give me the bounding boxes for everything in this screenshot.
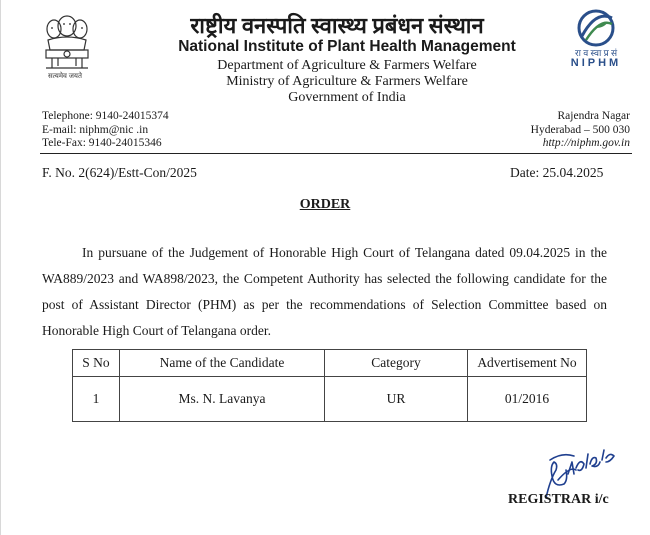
department-line: Department of Agriculture & Farmers Welfare [217,58,477,73]
ministry-line: Ministry of Agriculture & Farmers Welfare [226,74,468,89]
institute-title-hindi: राष्ट्रीय वनस्पति स्वास्थ्य प्रबंधन संस्थान [190,13,484,38]
order-body: In pursuane of the Judgement of Honorable High Court of Telangana dated 09.04.2025 in the WA889/2023 and WA898/2023, the Competent Authority has selected the following candidate for the post of Assistant Director (PHM) as per the recommendations of Selection Committee based on Honorable High Court of Telangana order. [42,245,607,338]
website-link[interactable]: http://niphm.gov.in [542,137,630,149]
table-header-category: Category [325,350,468,377]
contact-block-left [42,110,169,151]
government-line: Government of India [288,90,406,105]
cell-sno: 1 [73,377,120,422]
table-header-advertisement: Advertisement No [468,350,587,377]
order-date: Date: 25.04.2025 [510,165,604,180]
telefax: Tele-Fax: 9140-24015346 [42,137,162,149]
contact-block-right [531,110,630,151]
table-row [73,377,587,422]
emblem-motto: सत्यमेव जयते [48,72,82,80]
cell-name: Ms. N. Lavanya [120,377,325,422]
file-number: F. No. 2(624)/Estt-Con/2025 [42,165,197,180]
table-header-row [73,350,587,377]
header-divider [40,153,632,154]
logo-hindi-text: रा व स्वा प्र सं [574,48,618,58]
logo-abbreviation: NIPHM [570,57,622,69]
signatory-designation: REGISTRAR i/c [508,492,609,507]
institute-title-english: National Institute of Plant Health Management [178,38,516,55]
address-line-1: Rajendra Nagar [557,110,630,122]
order-title: ORDER [299,197,351,212]
email: E-mail: niphm@nic .in [42,123,149,136]
address-line-2: Hyderabad – 500 030 [530,123,630,136]
cell-advertisement: 01/2016 [468,377,587,422]
table-header-name: Name of the Candidate [120,350,325,377]
candidate-table [72,349,587,422]
telephone: Telephone: 9140-24015374 [42,110,169,122]
cell-category: UR [325,377,468,422]
table-header-sno: S No [73,350,120,377]
